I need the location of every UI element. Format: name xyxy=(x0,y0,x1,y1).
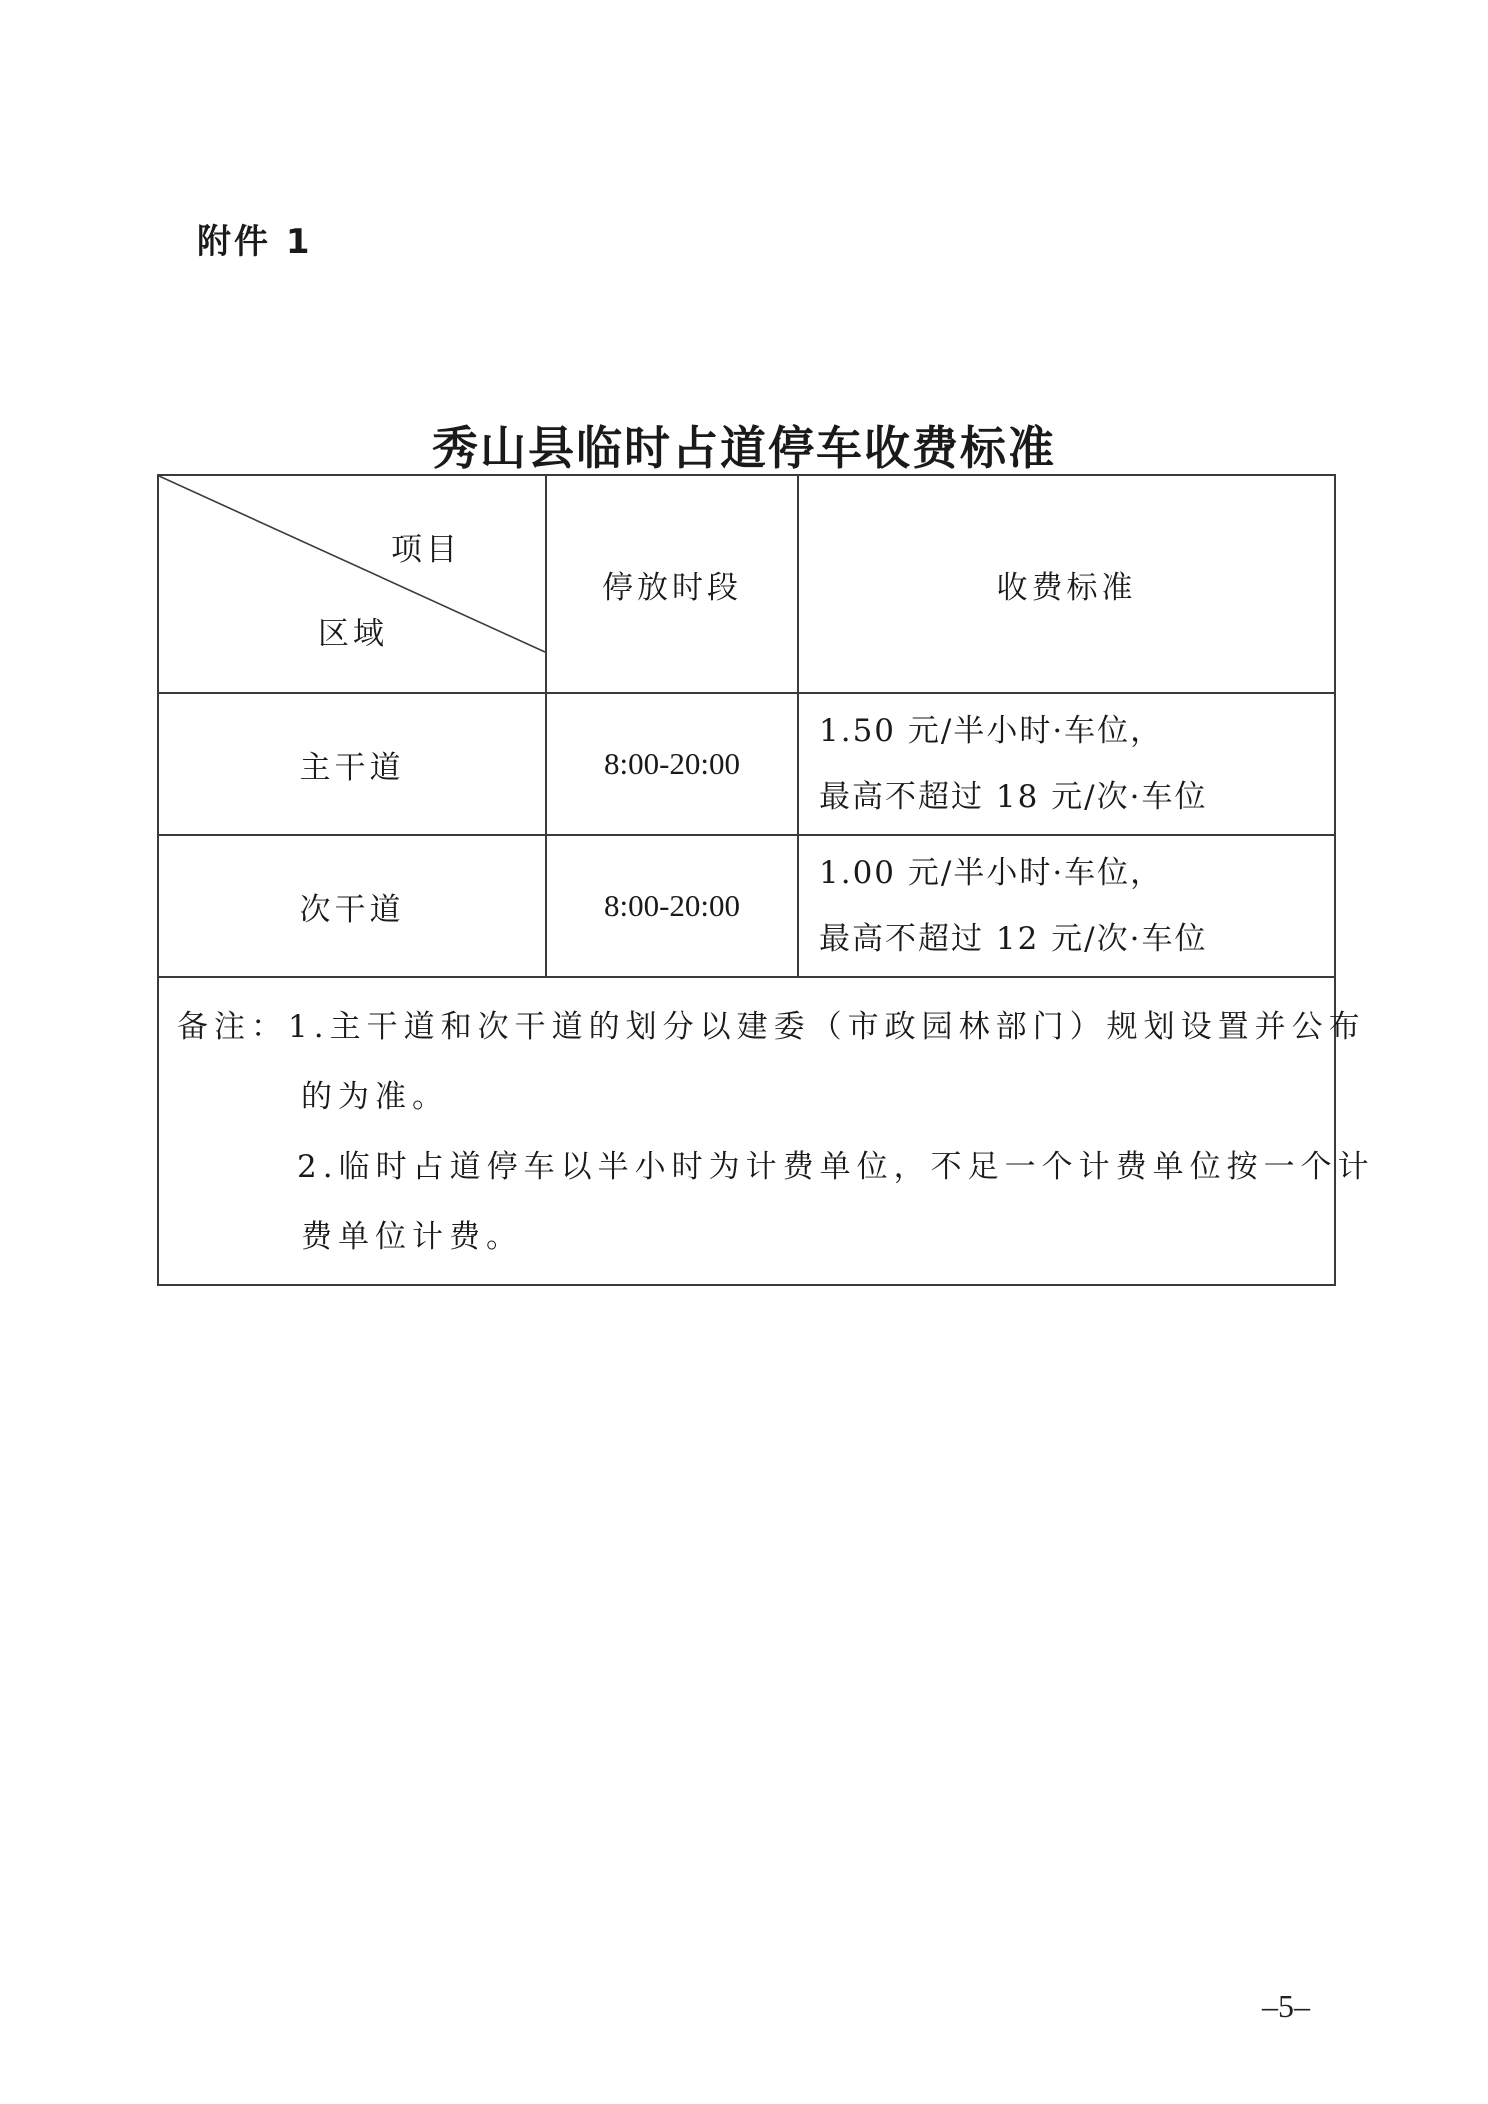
fee-rate-line: 1.50 元/半小时·车位， xyxy=(819,713,1164,749)
header-region-label: 区域 xyxy=(318,616,388,652)
header-item-label: 项目 xyxy=(391,532,461,568)
fee-cap-line: 最高不超过 12 元/次·车位 xyxy=(819,921,1208,957)
header-fee-standard: 收费标准 xyxy=(798,475,1335,693)
note-line-3: 2.临时占道停车以半小时为计费单位，不足一个计费单位按一个计 xyxy=(297,1149,1375,1185)
time-cell: 8:00-20:00 xyxy=(546,693,798,835)
fee-cell xyxy=(798,835,1335,977)
document-title: 秀山县临时占道停车收费标准 xyxy=(432,421,1056,475)
diagonal-header-cell xyxy=(158,475,546,693)
note-line-4: 费单位计费。 xyxy=(301,1219,523,1255)
fee-cell xyxy=(798,693,1335,835)
notes-cell xyxy=(158,977,1375,1285)
fee-standard-table xyxy=(157,474,1375,1286)
notes-row xyxy=(158,977,1335,1285)
table-row xyxy=(158,693,1335,835)
note-line-1: 备注：1.主干道和次干道的划分以建委（市政园林部门）规划设置并公布 xyxy=(177,1009,1366,1045)
time-cell: 8:00-20:00 xyxy=(546,835,798,977)
diagonal-line xyxy=(159,476,545,692)
note-line-2: 的为准。 xyxy=(301,1079,449,1115)
table-row xyxy=(158,835,1335,977)
table-header-row xyxy=(158,475,1335,693)
region-cell: 次干道 xyxy=(158,835,546,977)
fee-cap-line: 最高不超过 18 元/次·车位 xyxy=(819,779,1208,815)
header-time-period: 停放时段 xyxy=(546,475,798,693)
attachment-label: 附件 1 xyxy=(197,222,313,262)
region-cell: 主干道 xyxy=(158,693,546,835)
page-number: –5– xyxy=(1262,1988,1310,2024)
fee-rate-line: 1.00 元/半小时·车位， xyxy=(819,855,1164,891)
